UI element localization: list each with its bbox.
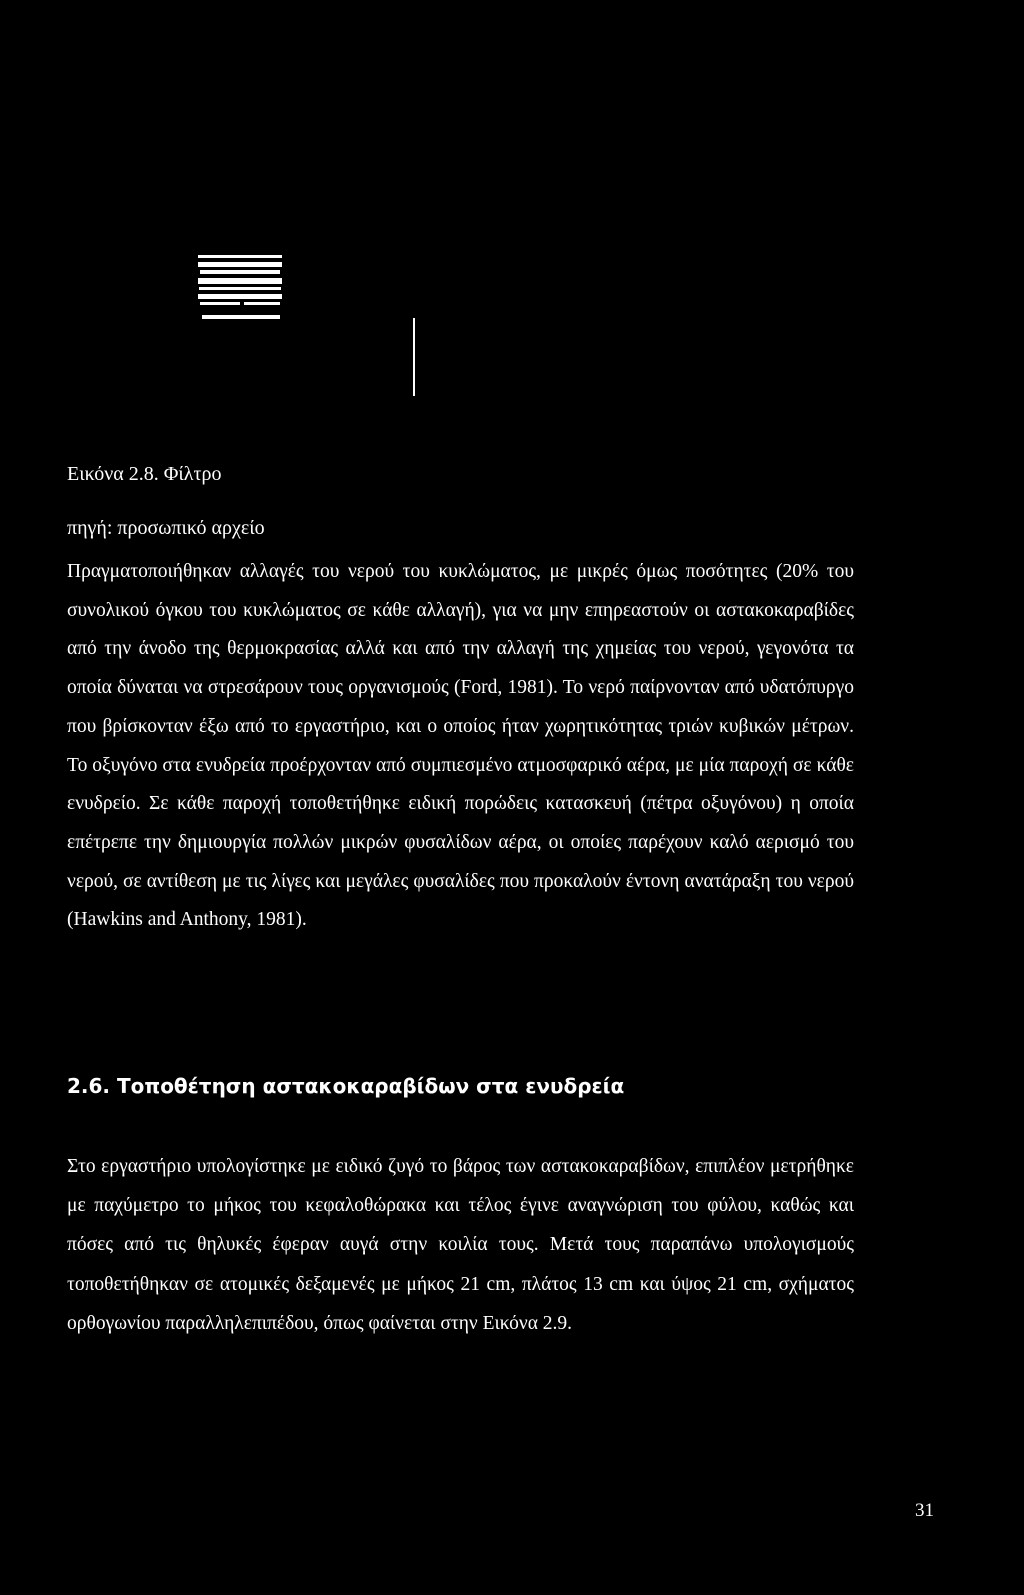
body-paragraph: Πραγματοποιήθηκαν αλλαγές του νερού του κυκλώματος, με μικρές όμως ποσότητες (20% του συνολικού όγκου του κυκλώματος σε κάθε αλλαγή), για να μην επηρεαστούν οι αστακοκαραβίδες από την άνοδο της θερμοκρασίας αλλά και από την αλλαγή της χημείας του νερού, γεγονότα τα οποία δύναται να στρεσάρουν τους οργανισμούς (Ford, 1981). Το νερό παίρνονταν από υδατόπυργο που βρίσκονταν έξω από το εργαστήριο, και ο οποίος ήταν χωρητικότητας τριών κυβικών μέτρων. Το οξυγόνο στα ενυδρεία προέρχονταν από συμπιεσμένο ατμοσφαρικό αέρα, με μία παροχή σε κάθε ενυδρείο. Σε κάθε παροχή τοποθετήθηκε ειδική πορώδεις κατασκευή (πέτρα οξυγόνου) η οποία επέτρεπε την δημιουργία πολλών μικρών φυσαλίδων αέρα, οι οποίες παρέχουν καλό αερισμό του νερού, σε αντίθεση με τις λίγες και μεγάλες φυσαλίδες που προκαλούν έντονη ανατάραξη του νερού (Hawkins and Anthony, 1981). [67, 561, 854, 931]
figure-line [413, 318, 415, 396]
section-heading: 2.6. Τοποθέτηση αστακοκαραβίδων στα ενυδρεία [67, 1074, 625, 1098]
body-paragraph: Στο εργαστήριο υπολογίστηκε με ειδικό ζυγό το βάρος των αστακοκαραβίδων, επιπλέον μετρήθηκε με παχύμετρο το μήκος του κεφαλοθώρακα και τέλος έγινε αναγνώριση του φύλου, καθώς και πόσες από τις θηλυκές έφεραν αυγά στην κοιλία τους. Μετά τους παραπάνω υπολογισμούς τοποθετήθηκαν σε ατομικές δεξαμενές με μήκος 21 cm, πλάτος 13 cm και ύψος 21 cm, σχήματος ορθογωνίου παραλληλεπιπέδου, όπως φαίνεται στην Εικόνα 2.9. [67, 1156, 854, 1334]
figure-source: πηγή: προσωπικό αρχείο [67, 517, 265, 539]
page-number: 31 [915, 1500, 934, 1521]
figure-caption: Εικόνα 2.8. Φίλτρο [67, 463, 222, 485]
figure-image [0, 0, 1024, 420]
filter-device-graphic [198, 255, 282, 323]
